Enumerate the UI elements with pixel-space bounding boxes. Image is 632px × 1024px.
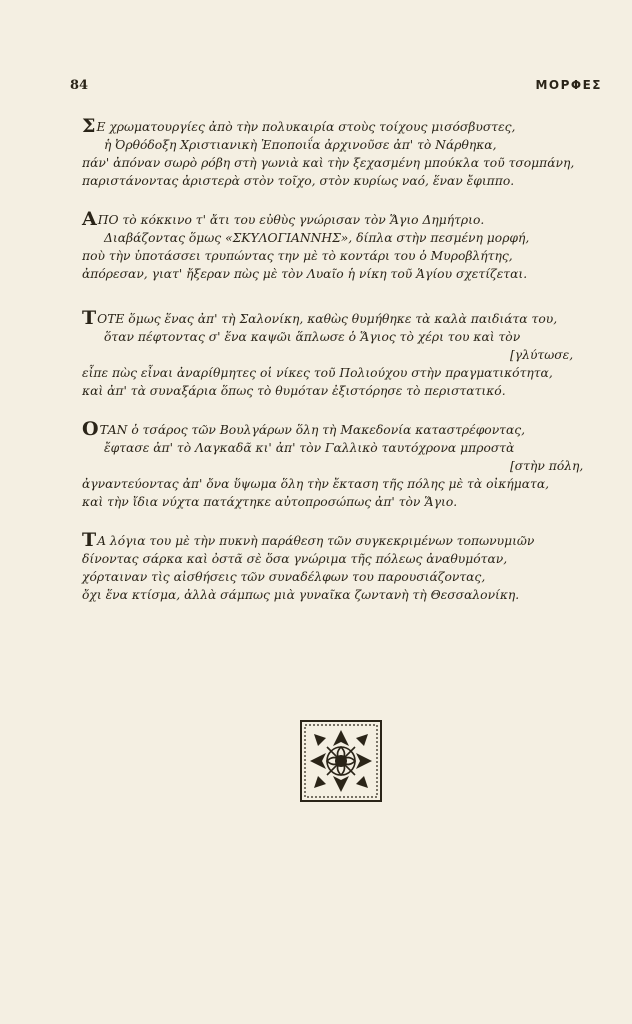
running-head: ΜΟΡΦΕΣ — [535, 78, 602, 92]
stanza-line: [στὴν πόλη, — [510, 459, 584, 473]
stanza-line: Διαβάζοντας ὅμως «ΣΚΥΛΟΓΙΑΝΝΗΣ», δίπλα στὴν πεσμένη μορφή, — [104, 231, 530, 245]
stanza-1 — [82, 115, 612, 190]
page-header — [70, 78, 602, 98]
stanza-2 — [82, 208, 612, 283]
page-number: 84 — [70, 78, 89, 93]
line-text: Ε χρωματουργίες ἀπὸ τὴν πολυκαιρία στοὺς τοίχους μισόσβυστες, — [96, 120, 516, 134]
stanza-line — [82, 208, 612, 230]
stanza-line: δίνοντας σάρκα καὶ ὀστᾶ σὲ ὅσα γνώριμα τῆς πόλεως ἀναθυμόταν, — [82, 552, 508, 566]
stanza-line: ἀγναντεύοντας ἀπ' ὄνα ὕψωμα ὅλη τὴν ἔκταση τῆς πόλης μὲ τὰ οἰκήματα, — [82, 477, 550, 491]
stanza-3 — [82, 307, 612, 400]
stanza-line — [82, 529, 612, 551]
stanza-line: καὶ ἀπ' τὰ συναξάρια ὅπως τὸ θυμόταν ἐξιστόρησε τὸ περιστατικό. — [82, 384, 506, 398]
drop-initial: Σ — [82, 115, 96, 137]
stanza-line: πάν' ἀπόναν σωρὸ ρόβη στὴ γωνιὰ καὶ τὴν ξεχασμένη μπούκλα τοῦ τσομπάνη, — [82, 156, 575, 170]
stanza-line: ὅταν πέφτοντας σ' ἕνα καψῶι ἅπλωσε ὁ Ἅγιος τὸ χέρι του καὶ τὸν — [104, 330, 521, 344]
drop-initial: Τ — [82, 307, 97, 329]
stanza-line: παριστάνοντας ἀριστερὰ στὸν τοῖχο, στὸν κυρίως ναό, ἕναν ἔφιππο. — [82, 174, 515, 188]
stanza-line: ὄχι ἕνα κτίσμα, ἀλλὰ σάμπως μιὰ γυναῖκα ζωντανὴ τὴ Θεσσαλονίκη. — [82, 588, 520, 602]
stanza-line: ἀπόρεσαν, γιατ' ἤξεραν πὼς μὲ τὸν Λυαῖο ἡ νίκη τοῦ Ἁγίου σχετίζεται. — [82, 267, 528, 281]
stanza-line — [82, 418, 612, 440]
stanza-5 — [82, 529, 612, 604]
drop-initial: Τ — [82, 529, 97, 551]
stanza-line: καὶ τὴν ἴδια νύχτα πατάχτηκε αὐτοπροσώπως ἀπ' τὸν Ἅγιο. — [82, 495, 458, 509]
stanza-line: ἡ Ὀρθόδοξη Χριστιανικὴ Ἐποποιΐα ἀρχινοῦσε ἀπ' τὸ Νάρθηκα, — [104, 138, 497, 152]
stanza-4 — [82, 418, 612, 511]
stanza-line: ἔφτασε ἀπ' τὸ Λαγκαδᾶ κι' ἀπ' τὸν Γαλλικὸ ταυτόχρονα μπροστὰ — [104, 441, 515, 455]
drop-initial: Α — [82, 208, 97, 230]
line-text: ΤΑΝ ὁ τσάρος τῶν Βουλγάρων ὅλη τὴ Μακεδονία καταστρέφοντας, — [99, 423, 526, 437]
line-text: ΟΤΕ ὅμως ἕνας ἀπ' τὴ Σαλονίκη, καθὼς θυμήθηκε τὰ καλὰ παιδιάτα του, — [97, 312, 558, 326]
stanza-line: εἶπε πὼς εἶναι ἀναρίθμητες οἱ νίκες τοῦ Πολιούχου στὴν πραγματικότητα, — [82, 366, 553, 380]
stanza-line: [γλύτωσε, — [510, 348, 574, 362]
stanza-line: ποὺ τὴν ὑποτάσσει τρυπώντας την μὲ τὸ κοντάρι του ὁ Μυροβλήτης, — [82, 249, 513, 263]
line-text: ΠΟ τὸ κόκκινο τ' ἄτι του εὐθὺς γνώρισαν τὸν Ἅγιο Δημήτριο. — [97, 213, 485, 227]
drop-initial: Ο — [82, 418, 99, 440]
line-text: Α λόγια του μὲ τὴν πυκνὴ παράθεση τῶν συγκεκριμένων τοπωνυμιῶν — [97, 534, 535, 548]
stanza-line — [82, 307, 612, 329]
decorative-tile-ornament-icon — [300, 720, 382, 802]
stanza-line — [82, 115, 612, 137]
stanza-line: χόρταιναν τὶς αἰσθήσεις τῶν συναδέλφων του παρουσιάζοντας, — [82, 570, 486, 584]
